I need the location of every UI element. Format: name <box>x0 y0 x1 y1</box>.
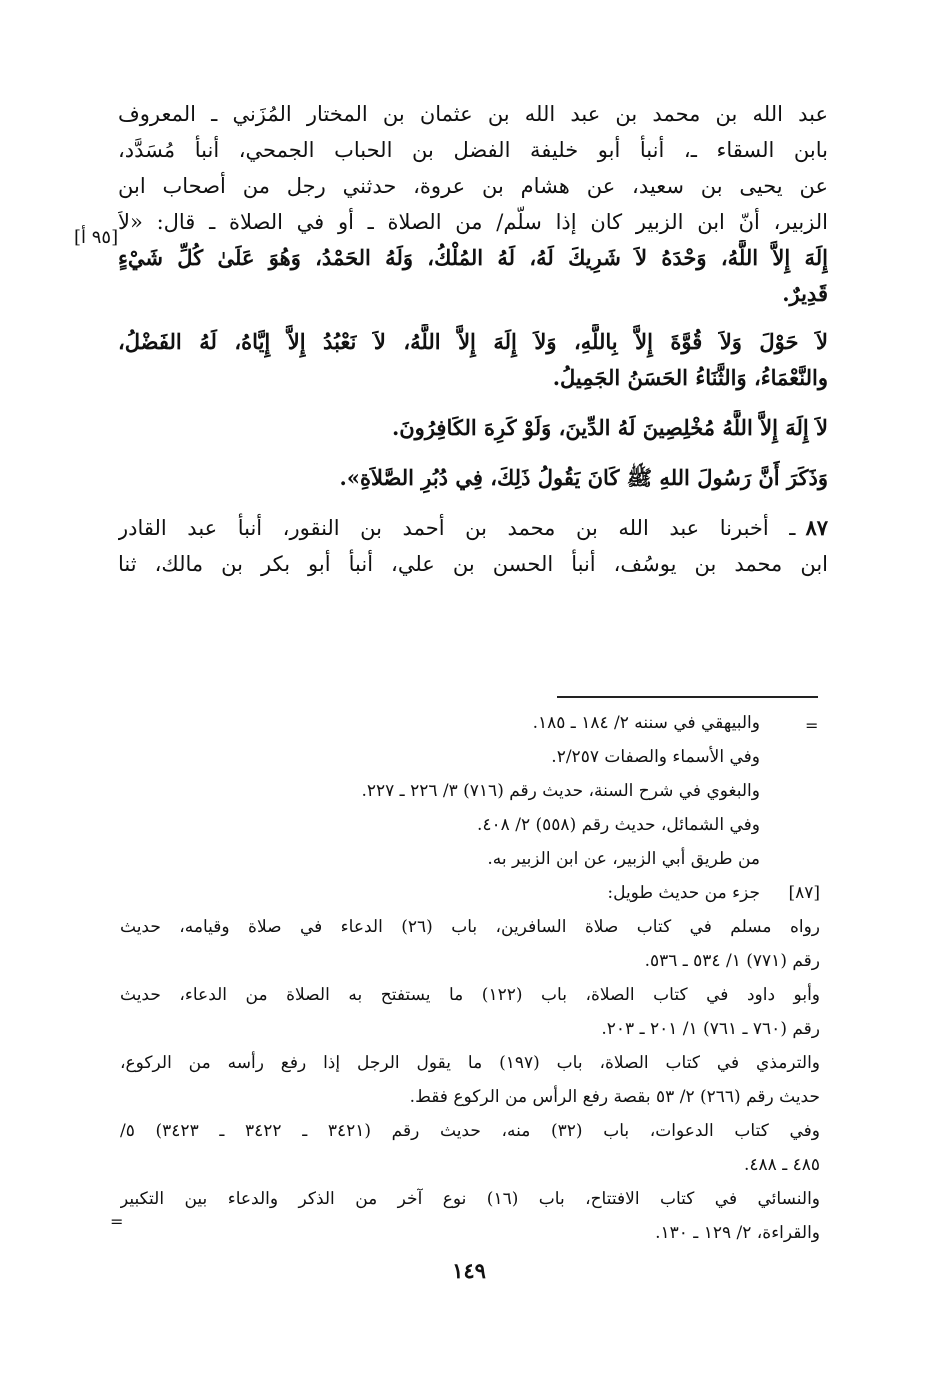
footnote-line: رقم (٧٧١) ١/ ٥٣٤ ـ ٥٣٦. <box>644 951 820 971</box>
footnote-intro: جزء من حديث طويل: <box>607 883 760 903</box>
dhikr-line: قَدِيرٌ. <box>782 281 828 306</box>
footnote-line: ٤٨٥ ـ ٤٨٨. <box>743 1155 820 1175</box>
footnote-line: من طريق أبي الزبير، عن ابن الزبير به. <box>487 849 760 869</box>
main-text <box>118 96 828 582</box>
footnotes <box>120 706 820 1250</box>
footnote-line: والنسائي في كتاب الافتتاح، باب (١٦) نوع آخر من الذكر والدعاء بين التكبير <box>120 1189 820 1209</box>
footnote-line: والترمذي في كتاب الصلاة، باب (١٩٧) ما يقول الرجل إذا رفع رأسه من الركوع، <box>120 1053 820 1073</box>
text-line: عن يحيى بن سعيد، عن هشام بن عروة، حدثني رجل من أصحاب ابن <box>118 174 828 198</box>
text-line: عبد الله بن محمد بن عبد الله بن عثمان بن المختار المُزَني ـ المعروف <box>118 102 828 126</box>
dhikr-line: لاَ حَوْلَ وَلاَ قُوَّةَ إِلاَّ بِاللَّهِ، وَلاَ إِلَهَ إِلاَّ اللَّهُ، لاَ نَعْبُدُ إِلاَّ إِيَّاهُ، لَهُ الفَضْلُ، <box>118 329 828 354</box>
dhikr-line: إِلَهَ إِلاَّ اللَّهُ، وَحْدَهُ لاَ شَرِيكَ لَهُ، لَهُ المُلْكُ، وَلَهُ الحَمْدُ، وَهُوَ عَلَىٰ كُلِّ شَيْءٍ <box>118 245 828 270</box>
footnote-line: والقراءة، ٢/ ١٢٩ ـ ١٣٠. <box>655 1223 820 1243</box>
footnote-line: وفي كتاب الدعوات، باب (٣٢) منه، حديث رقم (٣٤٢١ ـ ٣٤٢٢ ـ ٣٤٢٣) ٥/ <box>120 1121 820 1141</box>
footnote-marker: [٨٧] <box>788 883 820 903</box>
text-line: ابن محمد بن يوسُف، أنبأ الحسن بن علي، أنبأ أبو بكر بن مالك، ثنا <box>118 552 828 576</box>
footnote-line: رواه مسلم في كتاب صلاة السافرين، باب (٢٦) الدعاء في صلاة وقيامه، حديث <box>120 917 820 937</box>
text-line: بابن السقاء ـ، أنبأ أبو خليفة الفضل بن الحباب الجمحي، أنبأ مُسَدَّد، <box>118 138 828 162</box>
footnote-line: وفي الأسماء والصفات ٢/٢٥٧. <box>551 747 760 767</box>
page-number: ١٤٩ <box>452 1258 486 1283</box>
footnote-line: رقم (٧٦٠ ـ ٧٦١) ١/ ٢٠١ ـ ٢٠٣. <box>601 1019 820 1039</box>
footnote-line: والبغوي في شرح السنة، حديث رقم (٧١٦) ٣/ ٢٢٦ ـ ٢٢٧. <box>361 781 760 801</box>
footnote-line: حديث رقم (٢٦٦) ٢/ ٥٣ بقصة رفع الرأس من الركوع فقط. <box>409 1087 820 1107</box>
text-line: الزبير، أنّ ابن الزبير كان إذا سلّم/ من الصلاة ـ أو في الصلاة ـ قال: «لاَ <box>118 210 828 234</box>
text-line <box>118 510 828 546</box>
footnote-line: والبيهقي في سننه ٢/ ١٨٤ ـ ١٨٥. <box>532 713 760 733</box>
dhikr-line: وَذَكَرَ أَنَّ رَسُولَ اللهِ ﷺ كَانَ يَقُولُ ذَلِكَ، فِي دُبُرِ الصَّلاَةِ». <box>339 465 828 490</box>
dhikr-line: والنَّعْمَاءُ، وَالثَّنَاءُ الحَسَنُ الجَمِيلُ. <box>552 365 828 390</box>
footnote-divider <box>557 696 818 698</box>
footnote-line: وأبو داود في كتاب الصلاة، باب (١٢٢) ما يستفتح به الصلاة من الدعاء، حديث <box>120 985 820 1005</box>
end-continuation-mark: = <box>110 1212 124 1231</box>
continuation-mark: = <box>805 716 819 735</box>
dhikr-line: لاَ إِلَهَ إِلاَّ اللَّهُ مُخْلِصِينَ لَهُ الدِّينَ، وَلَوْ كَرِهَ الكَافِرُونَ. <box>391 415 828 440</box>
footnote-heading <box>120 876 820 910</box>
footnote-line: وفي الشمائل، حديث رقم (٥٥٨) ٢/ ٤٠٨. <box>477 815 760 835</box>
folio-marker: [٩٥ أ] <box>74 227 119 248</box>
hadith-number: ٨٧ <box>805 515 828 540</box>
text-line-body: ـ أخبرنا عبد الله بن محمد بن أحمد بن النقور، أنبأ عبد القادر <box>118 516 796 540</box>
